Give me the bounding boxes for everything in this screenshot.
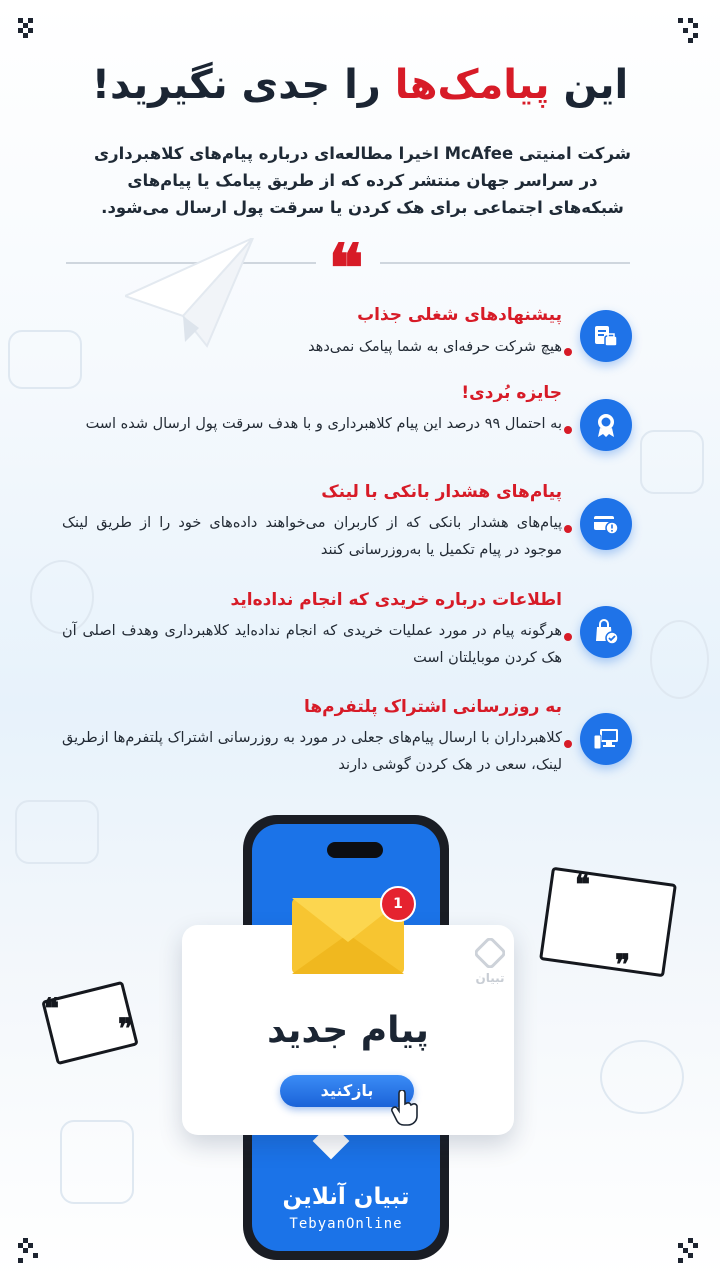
quote-close-icon: ❞ [615,948,631,981]
item-text: کلاهبرداران با ارسال پیام‌های جعلی در مورد به روزرسانی اشتراک پلتفرم‌ها ازطریق لینک، سعی در هک کردن گوشی دارند [62,730,562,773]
background-doodle [650,620,709,699]
list-item-bank-alert [60,482,632,572]
divider [380,262,630,264]
item-text: به احتمال ۹۹ درصد این پیام کلاهبرداری و با هدف سرقت پول ارسال شده است [85,416,562,432]
quote-open-icon: ❝ [44,992,60,1025]
brand-name-fa: تبیان آنلاین [282,1184,410,1210]
shopping-bag-icon [580,606,632,658]
phone-notch [327,842,383,858]
hand-cursor-icon [390,1090,420,1126]
background-doodle [60,1120,134,1204]
watermark-logo [470,938,510,985]
item-title: پیام‌های هشدار بانکی با لینک [321,482,562,502]
background-doodle [640,430,704,494]
background-doodle [15,800,99,864]
corner-ornament-top-left [18,18,44,44]
list-item-job-offers [60,305,632,365]
quote-open-icon: ❝ [575,868,591,901]
open-button[interactable]: بازکنید [280,1075,414,1107]
page-title: این پیامک‌ها را جدی نگیرید! [91,62,629,108]
notification-title: پیام جدید [267,1010,429,1051]
item-title: پیشنهادهای شغلی جذاب [357,305,562,325]
item-title: جایزه بُردی! [461,383,562,403]
list-item-purchase [60,590,632,680]
bullet-dot [564,348,572,356]
corner-ornament-top-right [678,18,704,44]
background-doodle [600,1040,684,1114]
job-offer-icon [580,310,632,362]
brand-name-en: TebyanOnline [289,1216,403,1232]
award-icon [580,399,632,451]
item-text: هرگونه پیام در مورد عملیات خریدی که انجام نداده‌اید کلاهبرداری وهدف اصلی آن هک کردن موبایلتان است [62,623,562,666]
item-text: پیام‌های هشدار بانکی که از کاربران می‌خواهند داده‌های خود را از طریق لینک موجود در پیام تکمیل یا به‌روزرسانی کنند [62,515,562,558]
devices-icon [580,713,632,765]
quote-close-icon: ❞ [118,1012,134,1045]
bullet-dot [564,740,572,748]
item-text: هیچ شرکت حرفه‌ای به شما پیامک نمی‌دهد [308,339,562,355]
watermark-text: تبیان [475,971,505,985]
list-item-subscription [60,697,632,787]
title-highlight: پیامک‌ها [394,62,550,108]
quote-icon: ❝ [328,229,364,307]
tebyan-logo-icon [475,938,505,968]
item-title: به روزرسانی اشتراک پلتفرم‌ها [303,697,562,717]
list-item-prize [60,383,632,473]
bullet-dot [564,426,572,434]
corner-ornament-bottom-right [678,1238,704,1264]
intro-paragraph: شرکت امنیتی McAfee اخیرا مطالعه‌ای درباره پیام‌های کلاهبرداری در سراسر جهان منتشر کرده که از طریق پیامک یا پیام‌های شبکه‌های اجتماعی برای هک کردن یا سرقت پول ارسال می‌شود. [94,144,631,217]
notification-badge: 1 [380,886,416,922]
speech-bubble-right [539,867,677,978]
bullet-dot [564,633,572,641]
item-title: اطلاعات درباره خریدی که انجام نداده‌اید [230,590,562,610]
bullet-dot [564,525,572,533]
bank-card-alert-icon [580,498,632,550]
corner-ornament-bottom-left [18,1238,44,1264]
